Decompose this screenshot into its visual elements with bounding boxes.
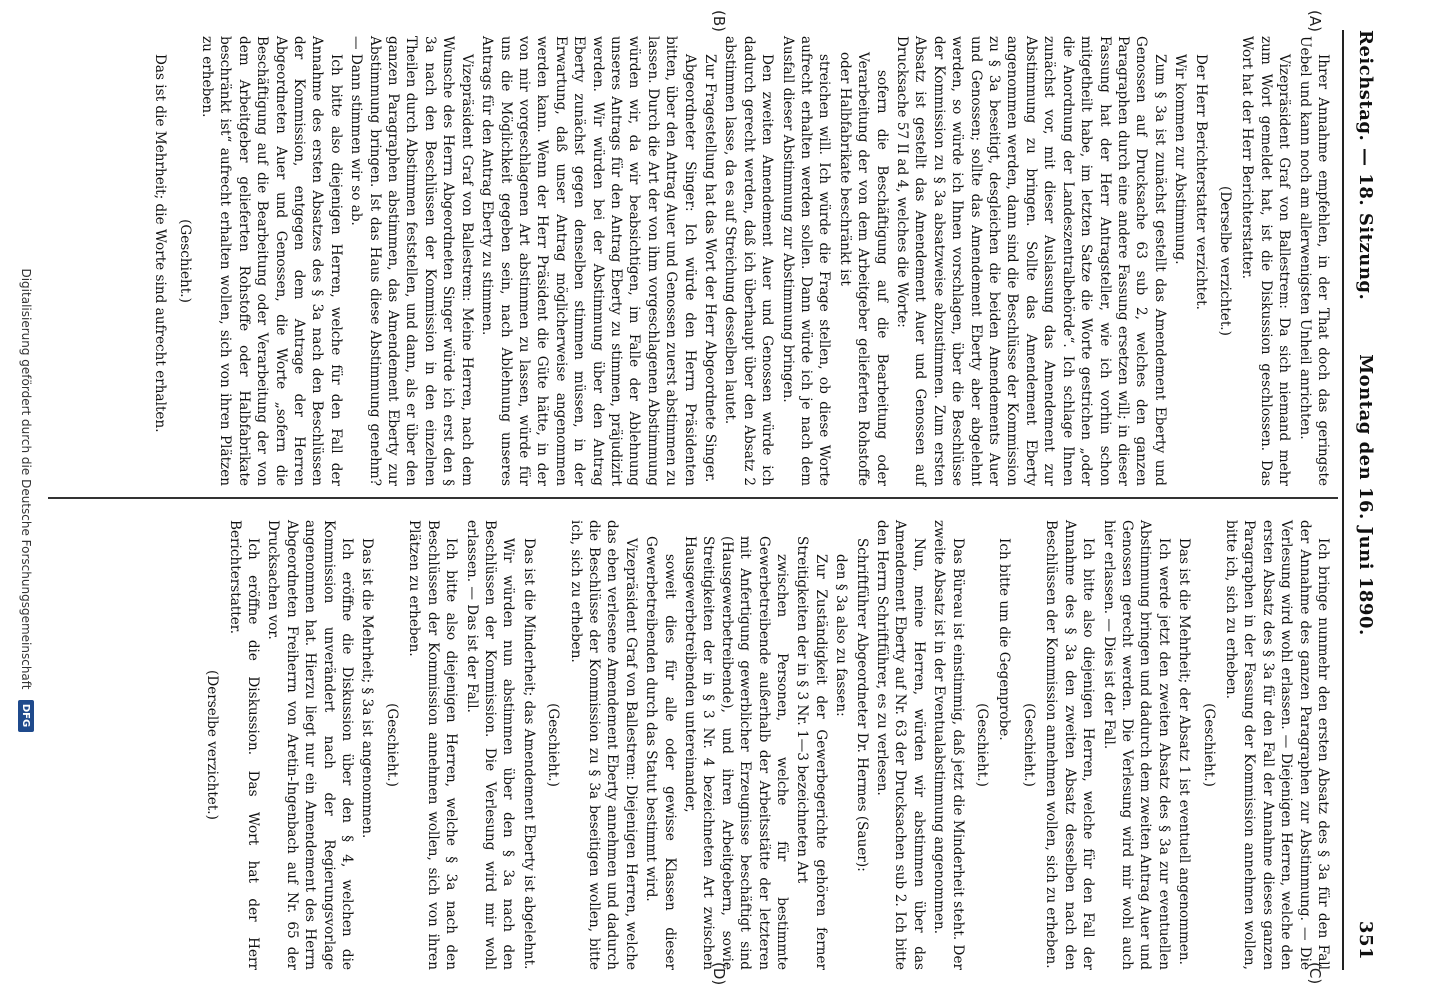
paragraph: Ich eröffne die Diskussion über den § 4, welchen die Kommission unverändert nach der Regierungsvorlage angenommen hat. Hierzu liegt nur ein Amendement des Herrn Abgeordneten Freiherrn von Aretin-Ingenbach auf Nr. 65 der Drucksachen vor. [265,520,356,970]
paragraph: Wir würden nun abstimmen über den § 3a nach den Beschlüssen der Kommission. Die Verlesung wird mir wohl erlassen. — Das ist der Fall. [463,520,517,970]
paragraph: sofern die Beschäftigung auf die Bearbeitung oder Verarbeitung der von dem Arbeitgeber gelieferten Rohstoffe oder Halbfabrikate beschränkt ist [836,52,890,486]
paragraph: Ihrer Annahme empfehlen, in der That doch das geringste Uebel und kann noch am allerwenigsten Unheil anrichten. [1296,36,1331,486]
paragraph: Ich bitte um die Gegenprobe. [996,538,1013,741]
paragraph: Wir kommen zur Abstimmung. [1172,54,1189,265]
paragraph: Abgeordneter Singer: Ich würde den Herrn Präsidenten bitten, über den Antrag Auer und Genossen zuerst abstimmen zu lassen. Durch die Art der von ihm vorgeschlagenen Abstimmung würden wir, da wir beabsichtigen, im Falle der Ablehnung unseres Antrags für den Antrag Eberty zu stimmen, präjudizirt werden. Wir würden bei der Abstimmung über den Antrag Eberty zunächst gegen denselben stimmen müssen, in der Erwartung, daß unser Antrag möglicherweise angenommen werden kann. Wenn der Herr Präsident die Güte hätte, in der von mir vorgeschlagenen Art abstimmen zu lassen, würde für uns die Möglichkeit gegeben sein, nach Ablehnung unseres Antrags für den Antrag Eberty zu stimmen. [479,36,698,486]
header-left: Reichstag. — 18. Sitzung. [1355,30,1376,301]
paragraph: Ich bringe nunmehr den ersten Absatz des § 3a für den Fall der Annahme des ganzen Paragraphen zur Abstimmung. — Die Verlesung wird wohl erlassen. — Diejenigen Herren, welche den ersten Absatz des § 3a für den Fall der Annahme dieses ganzen Paragraphen in der Fassung der Kommission annehmen wollen, bitte ich, sich zu erheben. [1222,520,1331,970]
paragraph: Schriftführer Abgeordneter Dr. Hermes (Sauer): [853,538,870,872]
stage-direction: (Geschieht.) [1200,703,1217,787]
paragraph: Das ist die Mehrheit; der Absatz 1 ist eventuell angenommen. [1176,538,1193,965]
stage-direction: (Geschieht.) [545,703,562,787]
stage-direction: (Geschieht.) [176,219,193,303]
paragraph: den § 3a also zu fassen: [833,554,850,717]
column-divider [48,497,1338,499]
paragraph: Ich bitte also diejenigen Herren, welche für den Fall der Annahme des ersten Absatzes des § 3a nach den Beschlüssen der Kommission, entgegen dem Antrage der Herren Abgeordneten Auer und Genossen, die Worte „sofern die Beschäftigung auf die Bearbeitung oder Verarbeitung der von dem Arbeitgeber gelieferten Rohstoffe oder Halbfabrikate beschränkt ist“ aufrecht erhalten wollen, sich von ihren Plätzen zu erheben. [199,36,344,486]
stage-direction: (Geschieht.) [974,703,991,787]
paragraph: streichen will. Ich würde die Frage stellen, ob diese Worte aufrecht erhalten werden sollen. Dann würde ich je nach dem Ausfall dieser Abstimmung zur Abstimmung bringen. [779,36,833,486]
header-rule [1342,30,1344,970]
paragraph: Ich bitte also diejenigen Herren, welche § 3a nach den Beschlüssen der Kommission annehmen wollen, sich von ihren Plätzen zu erheben. [406,520,460,970]
margin-mark-c: (C) [1306,962,1324,985]
paragraph: Das ist die Mehrheit; die Worte sind aufrecht erhalten. [152,54,169,433]
paragraph: Zur Fragestellung hat das Wort der Herr Abgeordnete Singer. [702,54,718,483]
paragraph: Den zweiten Amendement Auer und Genossen würde ich dadurch gerecht werden, daß ich überhaupt über den Absatz 2 abstimmen lasse, da es auf Streichung desselben lautet. [722,36,776,486]
paragraph: Das ist die Minderheit; das Amendement Eberty ist abgelehnt. [520,538,537,970]
stage-direction: (Derselbe verzichtet.) [204,670,221,820]
paragraph: soweit dies für alle oder gewisse Klassen dieser Gewerbetreibenden durch das Statut bestimmt wird. [643,536,678,970]
paragraph: Zum § 3a ist zunächst gestellt das Amendement Eberty und Genossen auf Drucksache 63 sub 2, welches den ganzen Paragraphen durch eine andere Fassung ersetzen will; in dieser Fassung hat der Herr Antragsteller, wie ich vorhin schon mitgetheilt habe, im letzten Satze die Worte gestrichen „oder die Anordnung der Landeszentralbehörde“. Ich schlage Ihnen zunächst vor, mit dieser Auslassung das Amendement zur Abstimmung zu bringen. Sollte das Amendement Eberty angenommen werden, dann sind die Beschlüsse der Kommission zu § 3a beseitigt, desgleichen die beiden Amendements Auer und Genossen; sollte das Amendement Eberty aber abgelehnt werden, so würde ich Ihnen vorschlagen, über die Beschlüsse der Kommission zu § 3a absatzweise abzustimmen. Zum ersten Absatz ist gestellt das Amendement Auer und Genossen auf Drucksache 57 II ad 4, welches die Worte: [894,36,1168,486]
margin-mark-b: (B) [710,10,728,32]
stage-direction: (Geschieht.) [383,703,400,787]
stage-direction: (Derselbe verzichtet.) [1216,186,1233,336]
paragraph: Ich bitte also diejenigen Herren, welche für den Fall der Annahme des § 3a den zweiten Absatz desselben nach den Beschlüssen der Kommission annehmen wollen, sich zu erheben. [1043,520,1097,970]
margin-mark-d: (D) [710,962,728,986]
paragraph: Das Büreau ist einstimmig, daß jetzt die Minderheit steht. Der zweite Absatz ist in der Eventualabstimmung angenommen. [931,520,966,970]
header-date: Montag den 16. Juni 1890. [1355,354,1376,636]
paragraph: Vizepräsident Graf von Ballestrem: Da sich niemand mehr zum Wort gemeldet hat, ist die Diskussion geschlossen. Das Wort hat der Herr Berichterstatter. [1239,36,1293,486]
digitization-credit: Digitalisierung gefördert durch die Deutsche Forschungsgemeinschaft [19,268,33,690]
left-column [149,36,1332,486]
paragraph: Ich eröffne die Diskussion. Das Wort hat der Herr Berichterstatter. [226,520,262,970]
page-footer [6,0,46,1000]
right-column [197,520,1332,970]
paragraph: Das ist die Mehrheit; § 3a ist angenommen. [359,538,376,839]
paragraph: Ich werde jetzt den zweiten Absatz des § 3a zur eventuellen Abstimmung bringen und dadurch dem zweiten Antrag Auer und Genossen gerecht werden. Die Verlesung wird mir wohl auch hier erlassen. — Dies ist der Fall. [1100,520,1172,970]
paragraph: Vizepräsident Graf von Ballestrem: Meine Herren, nach dem Wunsche des Herrn Abgeordneten Singer würde ich erst den § 3a nach den Beschlüssen der Kommission in den einzelnen Theilen durch Abstimmen feststellen, und dann, als er über den ganzen Paragraphen abstimmen, das Amendement Eberty zur Abstimmung bringen. Ist das Haus diese Abstimmung genehm? — Dann stimmen wir so ab. [348,36,475,486]
paragraph: Zur Zuständigkeit der Gewerbegerichte gehören ferner Streitigkeiten der in § 3 Nr. 1—3 bezeichneten Art [794,536,829,970]
paragraph: Vizepräsident Graf von Ballestrem: Diejenigen Herren, welche das eben verlesene Amendement Eberty annehmen und dadurch die Beschlüsse der Kommission zu § 3a beseitigen wollen, bitte ich, sich zu erheben. [567,520,639,970]
paragraph: zwischen Personen, welche für bestimmte Gewerbetreibende außerhalb der Arbeitsstätte der letzteren mit Anfertigung gewerblicher Erzeugnisse beschäftigt sind (Hausgewerbetreibende), und ihren Arbeitgebern, sowie Streitigkeiten der in § 3 Nr. 4 bezeichneten Art zwischen Hausgewerbetreibenden untereinander, [682,536,791,970]
paragraph: Nun, meine Herren, würden wir abstimmen über das Amendement Eberty auf Nr. 63 der Drucksachen sub 2. Ich bitte den Herrn Schriftführer, es zu verlesen. [874,520,927,970]
dfg-logo: DFG [18,700,34,732]
stage-direction: (Geschieht.) [1020,703,1037,787]
margin-mark-a: (A) [1306,10,1324,32]
page-number: 351 [1355,920,1376,960]
paragraph: Der Herr Berichterstatter verzichtet. [1192,54,1209,310]
page-header [1348,30,1382,960]
